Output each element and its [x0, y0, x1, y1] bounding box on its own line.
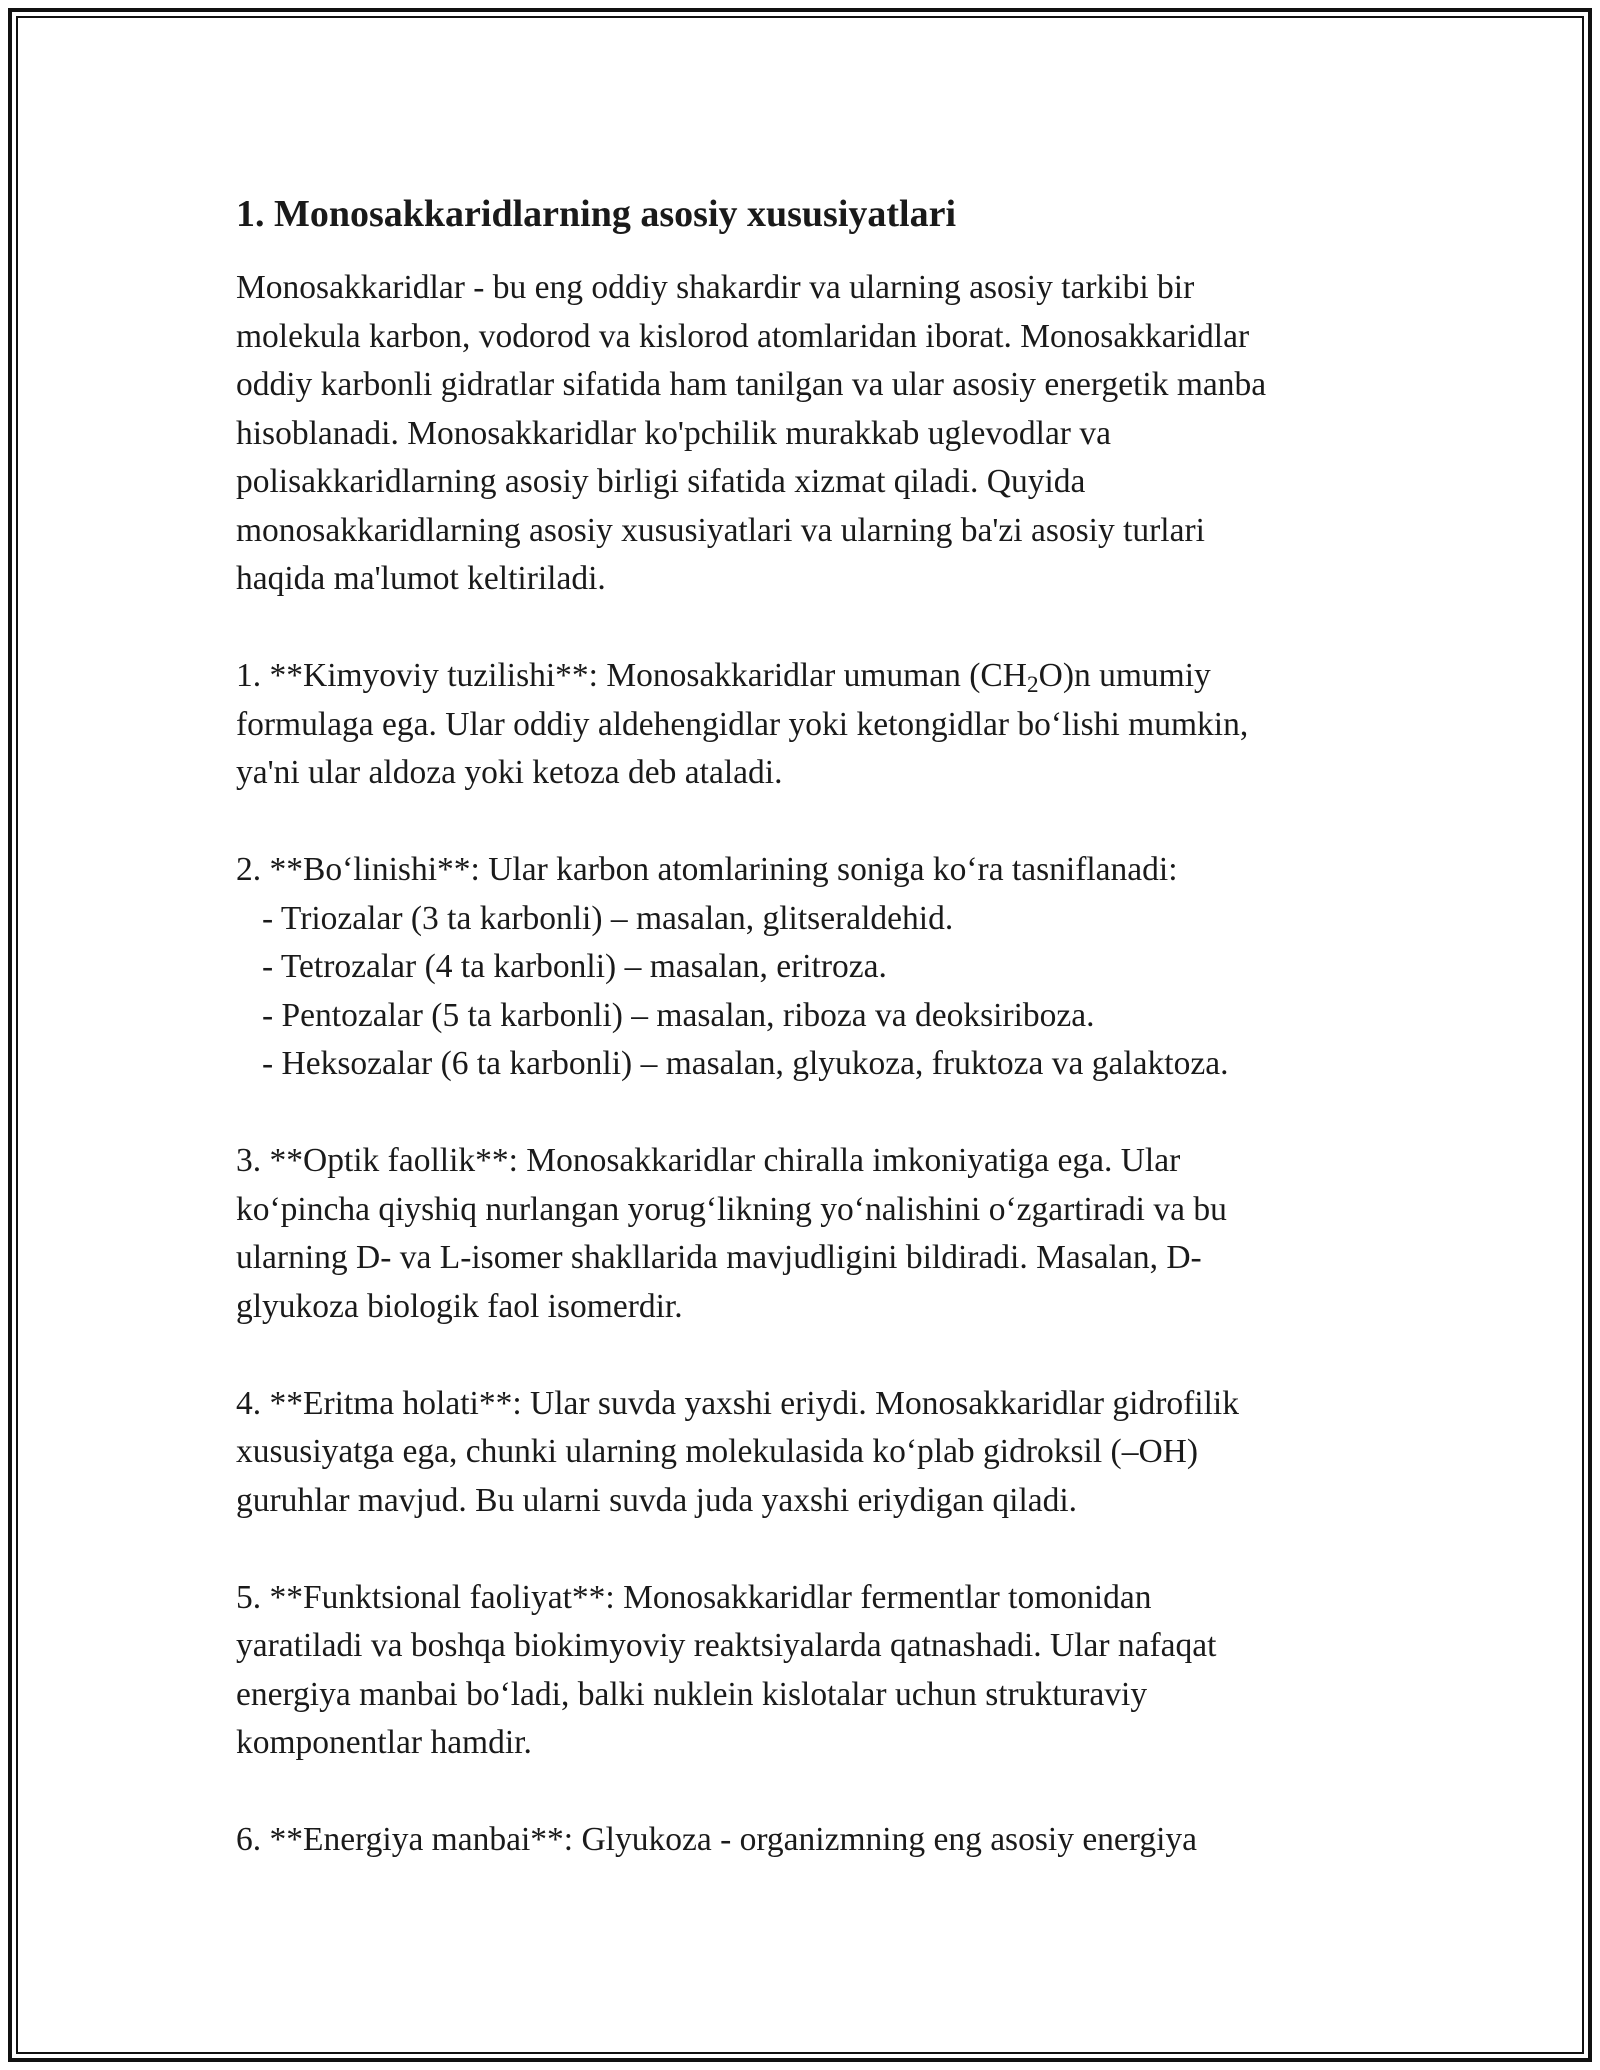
intro-line: oddiy karbonli gidratlar sifatida ham tanilgan va ular asosiy energetik manba	[236, 366, 1267, 403]
formula-text-tail: O)n umumiy	[1038, 657, 1211, 694]
formula-subscript: 2	[1026, 671, 1039, 698]
list-item-line: formulaga ega. Ular oddiy aldehengidlar yoki ketongidlar bo‘lishi mumkin,	[236, 705, 1249, 743]
formula-text: 1. **Kimyoviy tuzilishi**: Monosakkaridlar umuman (CH	[236, 657, 1027, 694]
list-item-line: ya'ni ular aldoza yoki ketoza deb ataladi.	[236, 754, 783, 791]
sub-list-item: - Heksozalar (6 ta karbonli) – masalan, glyukoza, fruktoza va galaktoza.	[262, 1045, 1229, 1082]
intro-line: molekula karbon, vodorod va kislorod atomlaridan iborat. Monosakkaridlar	[236, 317, 1250, 355]
sub-list-item: - Triozalar (3 ta karbonli) – masalan, glitseraldehid.	[262, 899, 954, 937]
sub-list-item: - Pentozalar (5 ta karbonli) – masalan, riboza va deoksiriboza.	[262, 996, 1095, 1034]
list-item-line: komponentlar hamdir.	[236, 1724, 532, 1761]
intro-line: haqida ma'lumot keltiriladi.	[236, 560, 606, 597]
list-item-line: 2. **Bo‘linishi**: Ular karbon atomlarining soniga ko‘ra tasniflanadi:	[236, 851, 1178, 888]
intro-line: polisakkaridlarning asosiy birligi sifatida xizmat qiladi. Quyida	[236, 463, 1086, 500]
intro-line: monosakkaridlarning asosiy xususiyatlari va ularning ba'zi asosiy turlari	[236, 511, 1205, 549]
list-item-line: 4. **Eritma holati**: Ular suvda yaxshi eriydi. Monosakkaridlar gidrofilik	[236, 1384, 1239, 1422]
list-item-solubility	[236, 1380, 1386, 1526]
document-body	[236, 186, 1386, 1865]
paragraph-spacer	[236, 1768, 1386, 1817]
list-item-functional-activity	[236, 1574, 1386, 1768]
paragraph-spacer	[236, 1089, 1386, 1138]
paragraph-spacer	[236, 604, 1386, 653]
list-item-line: energiya manbai bo‘ladi, balki nuklein kislotalar uchun strukturaviy	[236, 1675, 1148, 1713]
paragraph-spacer	[236, 1331, 1386, 1380]
intro-line: hisoblanadi. Monosakkaridlar ko'pchilik murakkab uglevodlar va	[236, 414, 1111, 452]
list-item-line: ularning D- va L-isomer shakllarida mavjudligini bildiradi. Masalan, D-	[236, 1239, 1202, 1276]
list-item-line: guruhlar mavjud. Bu ularni suvda juda yaxshi eriydigan qiladi.	[236, 1481, 1078, 1519]
list-item-line	[236, 652, 1386, 701]
list-item-classification	[236, 846, 1386, 1089]
list-item-line: 5. **Funktsional faoliyat**: Monosakkaridlar fermentlar tomonidan	[236, 1578, 1152, 1616]
paragraph-spacer	[236, 1525, 1386, 1574]
list-item-line: xususiyatga ega, chunki ularning molekulasida ko‘plab gidroksil (–OH)	[236, 1433, 1198, 1470]
list-item-energy-source	[236, 1816, 1386, 1865]
intro-paragraph	[236, 264, 1386, 604]
list-item-optical-activity	[236, 1137, 1386, 1331]
section-heading: 1. Monosakkaridlarning asosiy xususiyatlari	[236, 193, 957, 235]
list-item-line: glyukoza biologik faol isomerdir.	[236, 1287, 683, 1325]
list-item-line: 6. **Energiya manbai**: Glyukoza - organizmning eng asosiy energiya	[236, 1821, 1198, 1858]
list-item-chemical-structure	[236, 652, 1386, 798]
paragraph-spacer	[236, 798, 1386, 847]
sub-list-item: - Tetrozalar (4 ta karbonli) – masalan, eritroza.	[262, 948, 887, 985]
intro-line: Monosakkaridlar - bu eng oddiy shakardir va ularning asosiy tarkibi bir	[236, 269, 1195, 306]
list-item-line: ko‘pincha qiyshiq nurlangan yorug‘likning yo‘nalishini o‘zgartiradi va bu	[236, 1190, 1227, 1228]
list-item-line: 3. **Optik faollik**: Monosakkaridlar chiralla imkoniyatiga ega. Ular	[236, 1142, 1181, 1179]
list-item-line: yaratiladi va boshqa biokimyoviy reaktsiyalarda qatnashadi. Ular nafaqat	[236, 1627, 1217, 1664]
